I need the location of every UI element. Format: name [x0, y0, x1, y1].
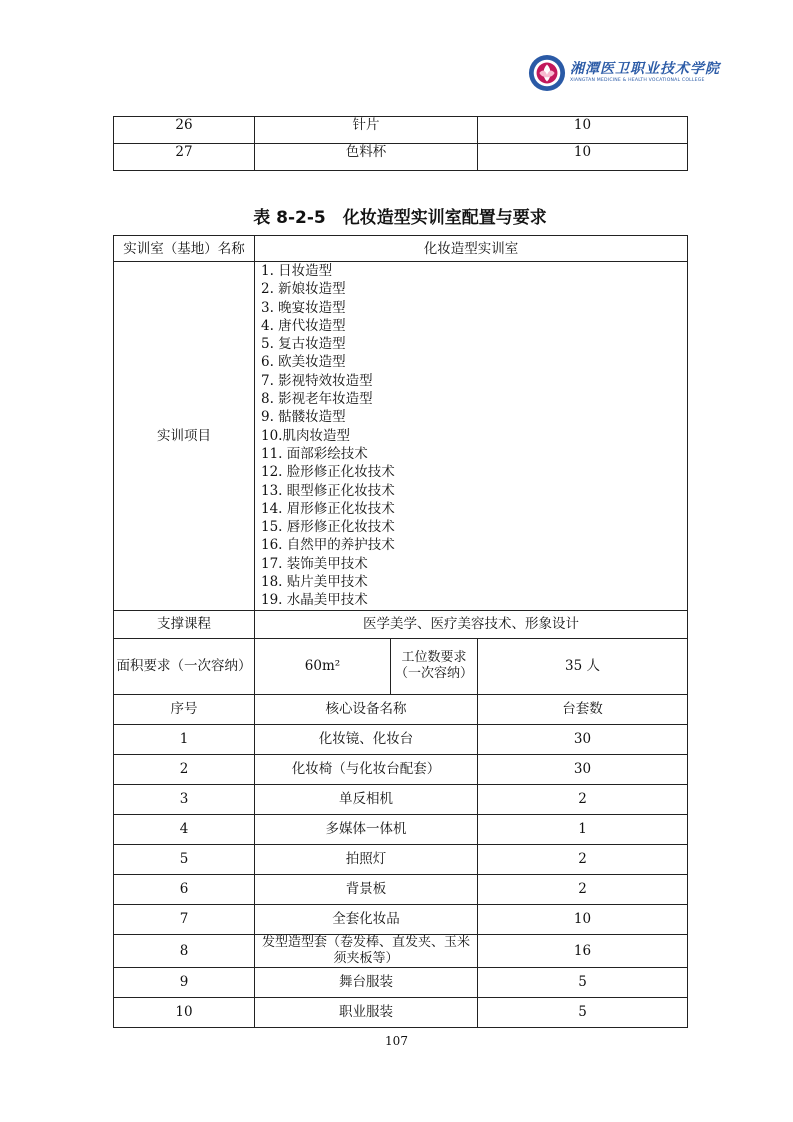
equipment-qty: 1 — [478, 814, 688, 844]
equipment-qty: 5 — [478, 997, 688, 1027]
list-item: 2. 新娘妆造型 — [261, 281, 346, 298]
table-row — [114, 784, 688, 814]
item-quantity: 10 — [478, 117, 688, 144]
row-number: 2 — [114, 754, 255, 784]
table-row — [114, 236, 688, 262]
list-item: 1. 日妆造型 — [261, 263, 333, 279]
list-item: 4. 唐代妆造型 — [261, 317, 346, 334]
list-item: 16. 自然甲的养护技术 — [261, 537, 395, 554]
previous-table-continuation — [113, 116, 688, 171]
area-value: 60m² — [255, 638, 391, 694]
list-item: 8. 影视老年妆造型 — [261, 391, 373, 408]
logo-chinese-name: 湘潭医卫职业技术学院 — [570, 61, 720, 77]
list-item: 15. 唇形修正化妆技术 — [261, 519, 395, 536]
equipment-qty: 10 — [478, 904, 688, 934]
table-row — [114, 814, 688, 844]
equipment-name: 化妆椅（与化妆台配套） — [255, 754, 478, 784]
row-number: 10 — [114, 997, 255, 1027]
list-item: 11. 面部彩绘技术 — [261, 445, 368, 462]
table-row — [114, 610, 688, 638]
equipment-qty: 30 — [478, 754, 688, 784]
list-item: 9. 骷髅妆造型 — [261, 409, 346, 426]
equipment-name: 发型造型套（卷发棒、直发夹、玉米须夹板等） — [255, 934, 478, 967]
table-title: 表 8-2-5 化妆造型实训室配置与要求 — [253, 208, 547, 228]
table-row — [114, 262, 688, 611]
equipment-qty: 2 — [478, 844, 688, 874]
table-row — [114, 934, 688, 967]
equipment-qty: 30 — [478, 724, 688, 754]
table-row — [114, 724, 688, 754]
stations-label: 工位数要求（一次容纳） — [391, 638, 478, 694]
equipment-name: 拍照灯 — [255, 844, 478, 874]
row-number: 26 — [114, 117, 255, 144]
lab-configuration-table — [113, 235, 688, 1028]
table-row — [114, 904, 688, 934]
table-row — [114, 638, 688, 694]
row-number: 4 — [114, 814, 255, 844]
equipment-name: 多媒体一体机 — [255, 814, 478, 844]
table-row — [114, 754, 688, 784]
page-number: 107 — [385, 1034, 408, 1048]
list-item: 5. 复古妆造型 — [261, 336, 346, 353]
equipment-qty: 5 — [478, 967, 688, 997]
equipment-name: 化妆镜、化妆台 — [255, 724, 478, 754]
courses-value: 医学美学、医疗美容技术、形象设计 — [255, 610, 688, 638]
projects-list — [255, 262, 688, 611]
row-number: 7 — [114, 904, 255, 934]
row-number: 8 — [114, 934, 255, 967]
row-number: 3 — [114, 784, 255, 814]
area-label: 面积要求（一次容纳） — [114, 638, 255, 694]
stations-value: 35 人 — [478, 638, 688, 694]
projects-label: 实训项目 — [114, 262, 255, 611]
row-number: 1 — [114, 724, 255, 754]
courses-label: 支撑课程 — [114, 610, 255, 638]
college-logo — [528, 52, 720, 96]
item-quantity: 10 — [478, 144, 688, 171]
list-item: 18. 贴片美甲技术 — [261, 574, 368, 591]
equipment-name: 全套化妆品 — [255, 904, 478, 934]
list-item: 19. 水晶美甲技术 — [261, 592, 368, 609]
item-name: 色料杯 — [255, 144, 478, 171]
equipment-name: 单反相机 — [255, 784, 478, 814]
list-item: 12. 脸形修正化妆技术 — [261, 464, 395, 481]
equipment-name: 职业服装 — [255, 997, 478, 1027]
lab-name-label: 实训室（基地）名称 — [114, 236, 255, 262]
equipment-qty: 2 — [478, 874, 688, 904]
equipment-name: 舞台服装 — [255, 967, 478, 997]
college-emblem-icon — [528, 54, 566, 92]
list-item: 3. 晚宴妆造型 — [261, 299, 346, 316]
table-row — [114, 874, 688, 904]
list-item: 13. 眼型修正化妆技术 — [261, 482, 395, 499]
header-name: 核心设备名称 — [255, 694, 478, 724]
item-name: 针片 — [255, 117, 478, 144]
table-row — [114, 967, 688, 997]
list-item: 7. 影视特效妆造型 — [261, 372, 373, 389]
row-number: 9 — [114, 967, 255, 997]
lab-name-value: 化妆造型实训室 — [255, 236, 688, 262]
equipment-name: 背景板 — [255, 874, 478, 904]
list-item: 6. 欧美妆造型 — [261, 354, 346, 371]
table-row — [114, 997, 688, 1027]
list-item: 10.肌肉妆造型 — [261, 427, 350, 444]
equipment-qty: 16 — [478, 934, 688, 967]
equipment-qty: 2 — [478, 784, 688, 814]
table-row — [114, 117, 688, 144]
list-item: 14. 眉形修正化妆技术 — [261, 500, 395, 517]
row-number: 5 — [114, 844, 255, 874]
equipment-header-row — [114, 694, 688, 724]
logo-english-name: XIANGTAN MEDICINE & HEALTH VOCATIONAL COLLEGE — [570, 78, 705, 83]
header-no: 序号 — [114, 694, 255, 724]
list-item: 17. 装饰美甲技术 — [261, 555, 368, 572]
table-row — [114, 144, 688, 171]
row-number: 27 — [114, 144, 255, 171]
row-number: 6 — [114, 874, 255, 904]
header-qty: 台套数 — [478, 694, 688, 724]
table-row — [114, 844, 688, 874]
